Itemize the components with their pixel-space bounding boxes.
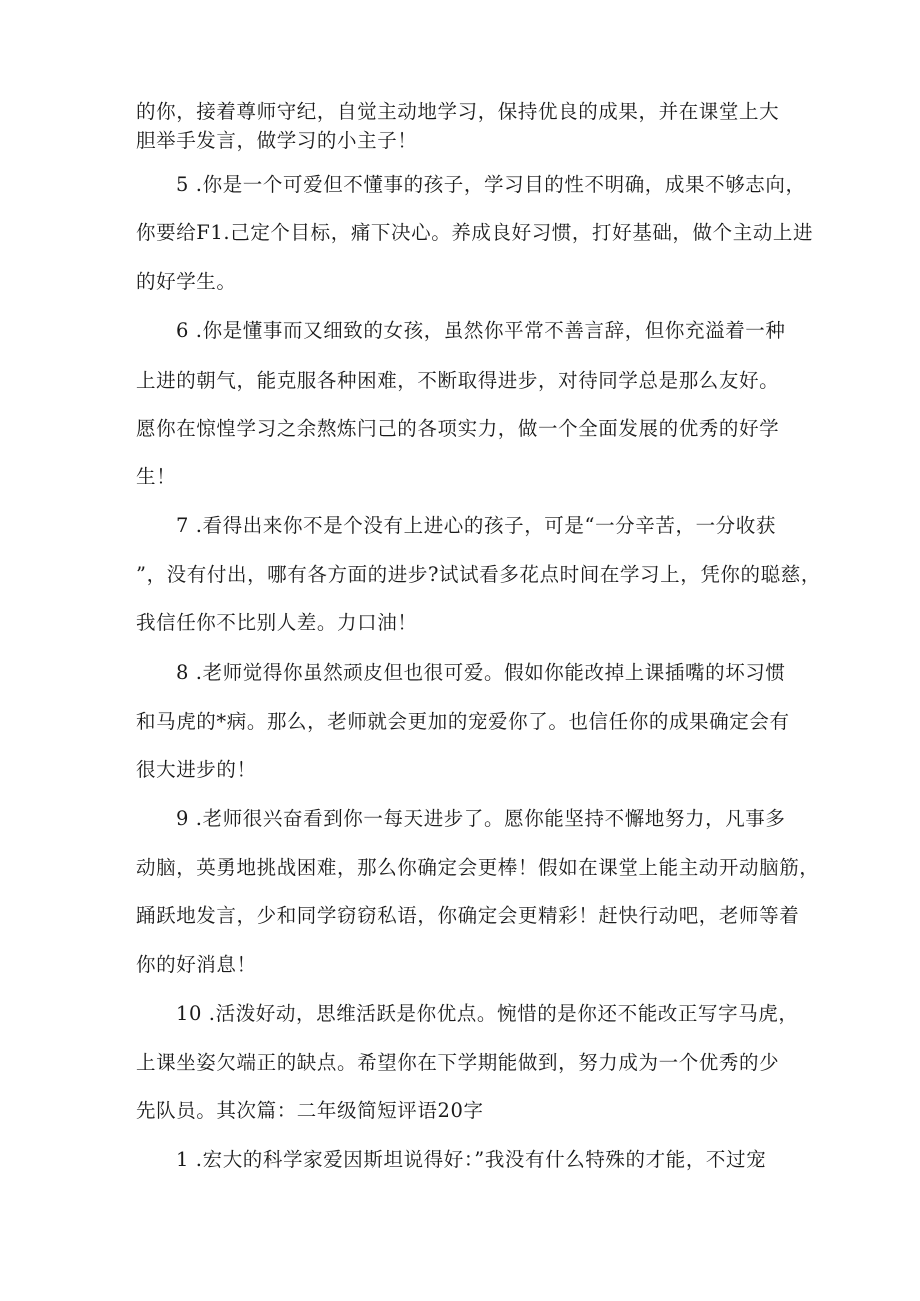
text-line: 的你，接着尊师守纪，自觉主动地学习，保持优良的成果，并在课堂上大 — [136, 100, 780, 123]
text-line: 生！ — [136, 465, 177, 488]
text-line: 动脑，英勇地挑战困难，那么你确定会更棒！假如在课堂上能主动开动脑筋， — [136, 856, 820, 879]
text-line: 和马虎的*病。那么，老师就会更加的宠爱你了。也信任你的成果确定会有 — [136, 710, 790, 733]
text-line: 上进的朝气，能克服各种困难，不断取得进步，对待同学总是那么友好。 — [136, 369, 780, 392]
section-heading-line: 先队员。其次篇：二年级简短评语20字 — [136, 1099, 484, 1122]
paragraph-10-line: 10 .活泼好动，思维活跃是你优点。惋惜的是你还不能改正写字马虎， — [176, 1002, 799, 1025]
text-line: ”，没有付出，哪有各方面的进步?试试看多花点时间在学习上，凭你的聪慈， — [136, 563, 821, 586]
text-line: 我信任你不比别人差。力口油！ — [136, 611, 418, 634]
paragraph-8-line: 8 .老师觉得你虽然顽皮但也很可爱。假如你能改掉上课插嘴的坏习惯 — [176, 661, 786, 684]
text-line: 胆举手发言，做学习的小主子！ — [136, 129, 418, 152]
text-line: 愿你在惊惶学习之余熬炼闩己的各项实力，做一个全面发展的优秀的好学 — [136, 417, 780, 440]
paragraph-7-line: 7 .看得出来你不是个没有上进心的孩子，可是“一分辛苦，一分收获 — [176, 514, 776, 537]
text-line: 踊跃地发言，少和同学窃窃私语，你确定会更精彩！赶快行动吧，老师等着 — [136, 904, 800, 927]
text-line: 上课坐姿欠端正的缺点。希望你在下学期能做到，努力成为一个优秀的少 — [136, 1051, 780, 1074]
text-line: 你要给F1.己定个目标，痛下决心。养成良好习惯，打好基础，做个主动上进 — [136, 221, 814, 244]
text-line: 很大进步的！ — [136, 758, 257, 781]
paragraph-6-line: 6 .你是懂事而又细致的女孩，虽然你平常不善言辞，但你充溢着一种 — [176, 319, 786, 342]
paragraph-5-line: 5 .你是一个可爱但不懂事的孩子，学习目的性不明确，成果不够志向， — [176, 173, 806, 196]
text-line: 的好学生。 — [136, 270, 237, 293]
paragraph-9-line: 9 .老师很兴奋看到你一每天进步了。愿你能坚持不懈地努力，凡事多 — [176, 807, 786, 830]
paragraph-1-line: 1 .宏大的科学家爱因斯坦说得好：”我没有什么特殊的才能，不过宠 — [176, 1148, 767, 1171]
text-line: 你的好消息！ — [136, 953, 257, 976]
